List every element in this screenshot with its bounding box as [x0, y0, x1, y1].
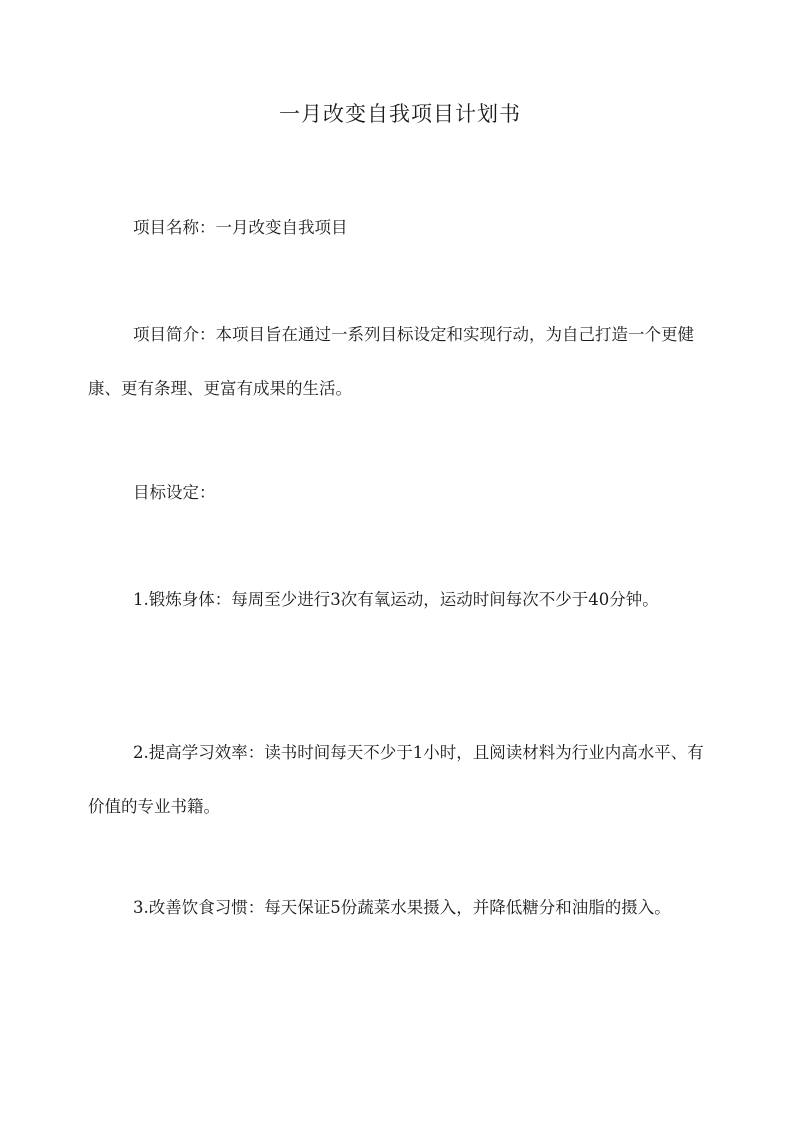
goals-heading: 目标设定：: [133, 483, 216, 502]
goal-item-exercise: 1.锻炼身体：每周至少进行3次有氧运动，运动时间每次不少于40分钟。: [133, 590, 659, 609]
goal-item-study: 2.提高学习效率：读书时间每天不少于1小时，且阅读材料为行业内高水平、有价值的专业书籍。: [88, 743, 704, 816]
goal-item-diet: 3.改善饮食习惯：每天保证5份蔬菜水果摄入，并降低糖分和油脂的摄入。: [133, 898, 671, 917]
document-title: 一月改变自我项目计划书: [279, 102, 521, 126]
project-name-paragraph: 项目名称：一月改变自我项目: [133, 218, 348, 237]
project-intro-paragraph: 项目简介：本项目旨在通过一系列目标设定和实现行动，为自己打造一个更健康、更有条理、更富有成果的生活。: [88, 325, 694, 398]
